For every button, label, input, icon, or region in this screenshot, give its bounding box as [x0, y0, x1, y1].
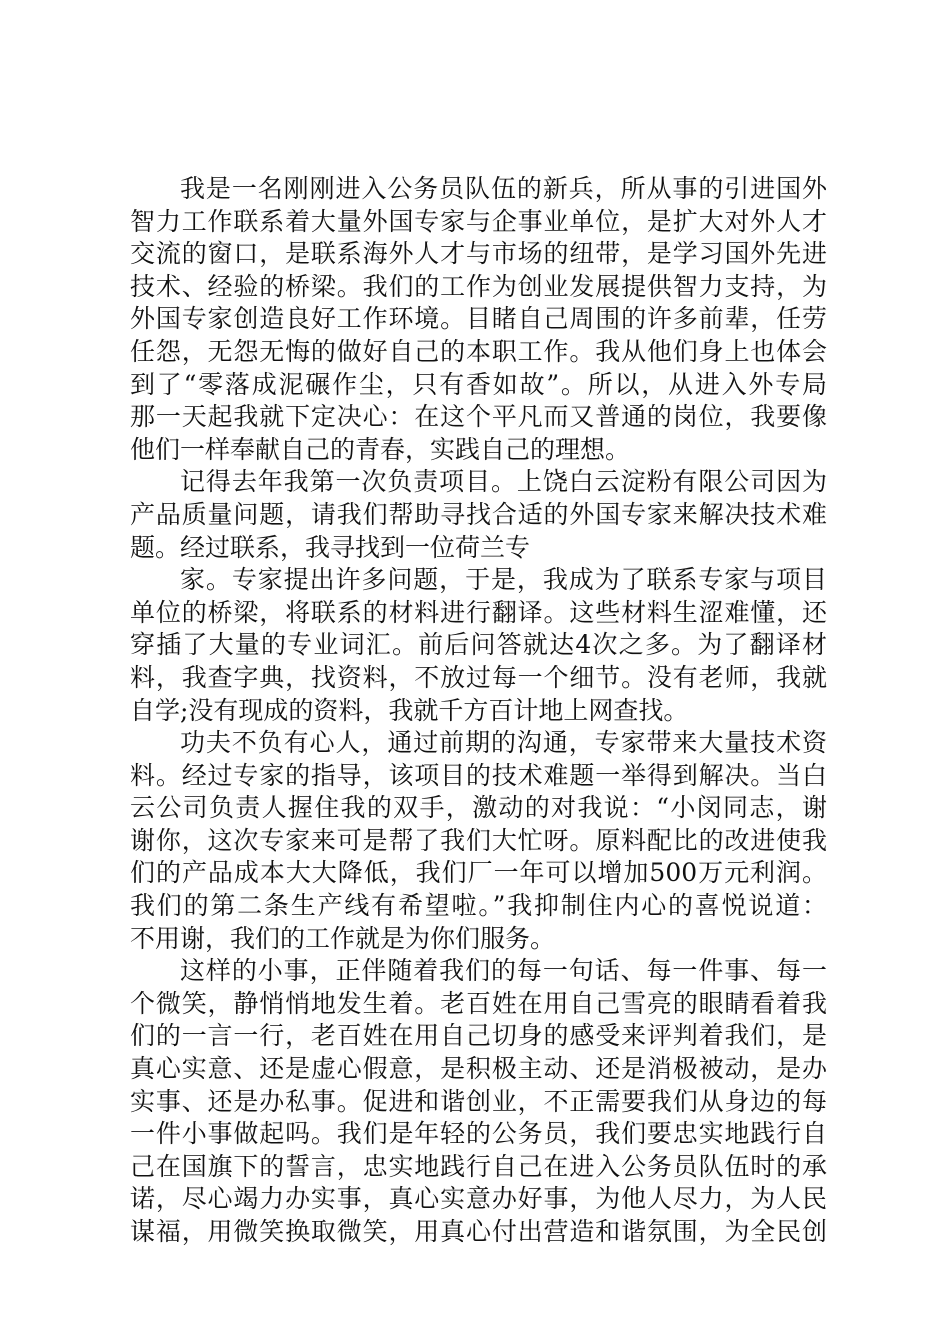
text-line: 这样的小事，正伴随着我们的每一句话、每一件事、每一	[180, 956, 827, 986]
text-line: 实事、还是办私事。促进和谐创业，不正需要我们从身边的每	[130, 1086, 827, 1116]
text-line: 自学;没有现成的资料，我就千方百计地上网查找。	[130, 695, 689, 725]
text-line: 料，我查字典，找资料，不放过每一个细节。没有老师，我就	[130, 662, 827, 692]
text-line: 智力工作联系着大量外国专家与企事业单位，是扩大对外人才	[130, 206, 827, 236]
text-line: 己在国旗下的誓言，忠实地践行自己在进入公务员队伍时的承	[130, 1151, 827, 1181]
text-line: 谢你，这次专家来可是帮了我们大忙呀。原料配比的改进使我	[130, 825, 827, 855]
text-line: 穿插了大量的专业词汇。前后问答就达4次之多。为了翻译材	[130, 630, 827, 660]
text-line: 们的产品成本大大降低，我们厂一年可以增加500万元利润。	[130, 858, 827, 888]
text-line: 云公司负责人握住我的双手，激动的对我说：“小闵同志，谢	[130, 793, 827, 823]
text-line: 那一天起我就下定决心：在这个平凡而又普通的岗位，我要像	[130, 402, 827, 432]
text-line: 技术、经验的桥梁。我们的工作为创业发展提供智力支持，为	[130, 271, 827, 301]
text-line: 个微笑，静悄悄地发生着。老百姓在用自己雪亮的眼睛看着我	[130, 988, 827, 1018]
text-line: 题。经过联系，我寻找到一位荷兰专	[130, 532, 531, 562]
text-line: 真心实意、还是虚心假意，是积极主动、还是消极被动，是办	[130, 1054, 827, 1084]
text-line: 不用谢，我们的工作就是为你们服务。	[130, 923, 556, 953]
document-body	[130, 173, 827, 1249]
text-line: 一件小事做起吗。我们是年轻的公务员，我们要忠实地践行自	[130, 1119, 827, 1149]
text-line: 外国专家创造良好工作环境。目睹自己周围的许多前辈，任劳	[130, 304, 827, 334]
text-line: 我是一名刚刚进入公务员队伍的新兵，所从事的引进国外	[180, 174, 827, 203]
text-line: 产品质量问题，请我们帮助寻找合适的外国专家来解决技术难	[130, 499, 827, 529]
text-line: 功夫不负有心人，通过前期的沟通，专家带来大量技术资	[180, 728, 827, 758]
text-line: 我们的第二条生产线有希望啦。”我抑制住内心的喜悦说道：	[130, 891, 827, 921]
text-line: 任怨，无怨无悔的做好自己的本职工作。我从他们身上也体会	[130, 336, 827, 366]
text-line: 们的一言一行，老百姓在用自己切身的感受来评判着我们，是	[130, 1021, 827, 1051]
text-line: 单位的桥梁，将联系的材料进行翻译。这些材料生涩难懂，还	[130, 597, 827, 627]
text-line: 谋福，用微笑换取微笑，用真心付出营造和谐氛围，为全民创	[130, 1217, 827, 1246]
text-line: 料。经过专家的指导，该项目的技术难题一举得到解决。当白	[130, 760, 827, 790]
text-line: 家。专家提出许多问题，于是，我成为了联系专家与项目	[180, 565, 827, 595]
text-line: 到了“零落成泥碾作尘，只有香如故”。所以，从进入外专局	[130, 369, 827, 399]
text-line: 诺，尽心竭力办实事，真心实意办好事，为他人尽力，为人民	[130, 1184, 827, 1214]
text-line: 他们一样奉献自己的青春，实践自己的理想。	[130, 434, 631, 464]
text-line: 交流的窗口，是联系海外人才与市场的纽带，是学习国外先进	[130, 239, 827, 269]
text-line: 记得去年我第一次负责项目。上饶白云淀粉有限公司因为	[180, 467, 827, 497]
